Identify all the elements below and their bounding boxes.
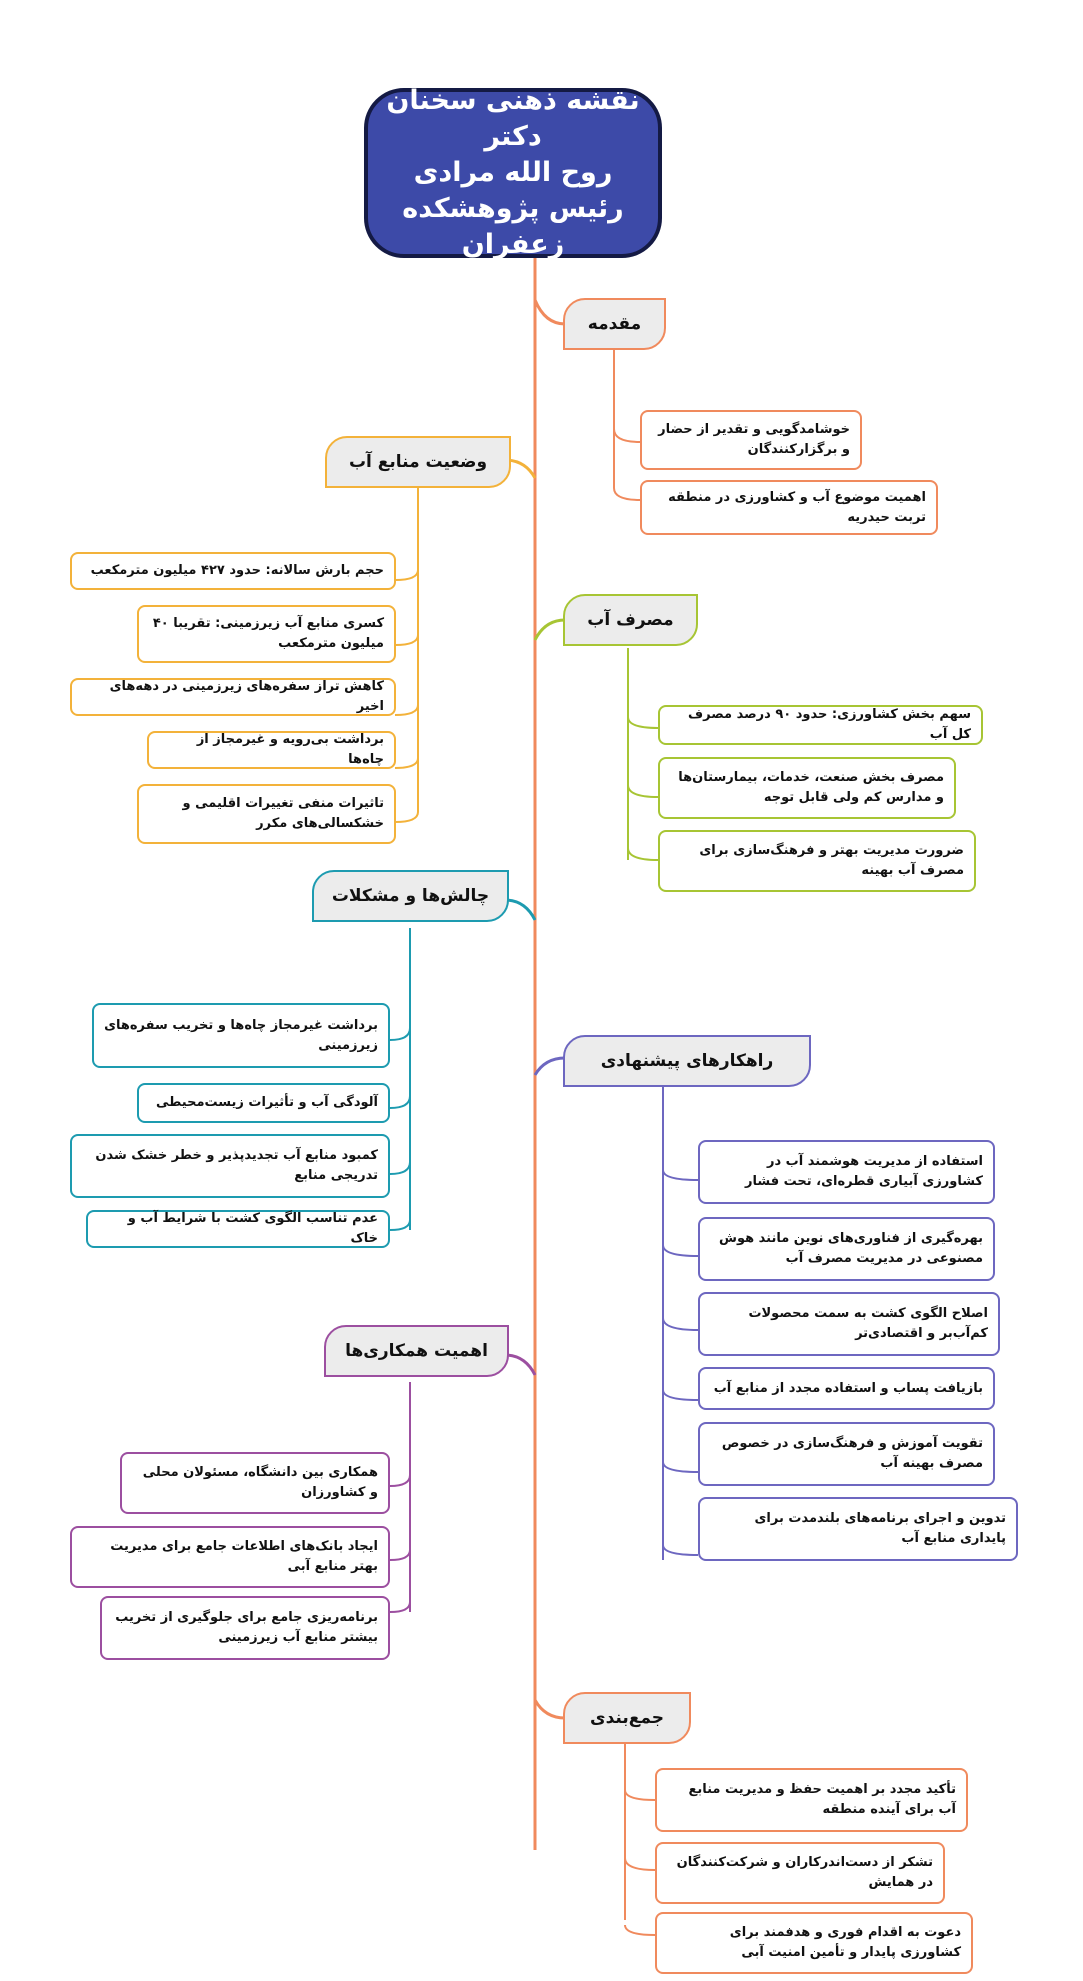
water-status-item: کسری منابع آب زیرزمینی: تقریبا ۴۰ میلیون مترمکعب <box>137 605 396 663</box>
connector-cooperation <box>505 1355 535 1375</box>
connector-cooperation-items <box>390 1382 410 1612</box>
connector-intro-items <box>614 349 640 500</box>
connector-challenges-items <box>390 928 410 1230</box>
challenges-item: کمبود منابع آب تجدیدپذیر و خطر خشک شدن تدریجی منابع <box>70 1134 390 1198</box>
root-title-line-3: رئیس پژوهشکده زعفران <box>402 193 624 260</box>
conclusion-item: تشکر از دست‌اندرکاران و شرکت‌کنندگان در همایش <box>655 1842 945 1904</box>
connector-challenges <box>505 900 535 920</box>
challenges-item: عدم تناسب الگوی کشت با شرایط آب و خاک <box>86 1210 390 1248</box>
cooperation-item: ایجاد بانک‌های اطلاعات جامع برای مدیریت بهتر منابع آبی <box>70 1526 390 1588</box>
topic-solutions: راهکارهای پیشنهادی <box>563 1035 811 1087</box>
solutions-item: استفاده از مدیریت هوشمند آب در کشاورزی آبیاری قطره‌ای، تحت فشار <box>698 1140 995 1204</box>
solutions-item: تدوین و اجرای برنامه‌های بلندمدت برای پایداری منابع آب <box>698 1497 1018 1561</box>
conclusion-item: تأکید مجدد بر اهمیت حفظ و مدیریت منابع آب برای آینده منطقه <box>655 1768 968 1832</box>
intro-item: خوشامدگویی و تقدیر از حضار و برگزارکنندگان <box>640 410 862 470</box>
cooperation-item: همکاری بین دانشگاه، مسئولان محلی و کشاورزان <box>120 1452 390 1514</box>
water-status-item: برداشت بی‌رویه و غیرمجاز از چاه‌ها <box>147 731 396 769</box>
topic-challenges: چالش‌ها و مشکلات <box>312 870 509 922</box>
water-status-item: تاثیرات منفی تغییرات اقلیمی و خشکسالی‌های مکرر <box>137 784 396 844</box>
root-title-line-1: نقشه ذهنی سخنان دکتر <box>386 85 640 152</box>
water-status-item: کاهش تراز سفره‌های زیرزمینی در دهه‌های اخیر <box>70 678 396 716</box>
consumption-item: ضرورت مدیریت بهتر و فرهنگ‌سازی برای مصرف آب بهینه <box>658 830 976 892</box>
intro-item: اهمیت موضوع آب و کشاورزی در منطقه تربت حیدریه <box>640 480 938 535</box>
conclusion-item: دعوت به اقدام فوری و هدفمند برای کشاورزی پایدار و تأمین امنیت آبی <box>655 1912 973 1974</box>
topic-water-status: وضعیت منابع آب <box>325 436 511 488</box>
topic-intro: مقدمه <box>563 298 666 350</box>
connector-consumption <box>535 620 565 640</box>
topic-consumption: مصرف آب <box>563 594 698 646</box>
cooperation-item: برنامه‌ریزی جامع برای جلوگیری از تخریب بیشتر منابع آب زیرزمینی <box>100 1596 390 1660</box>
consumption-item: سهم بخش کشاورزی: حدود ۹۰ درصد مصرف کل آب <box>658 705 983 745</box>
connector-water-items <box>395 488 418 822</box>
connector-intro <box>535 300 565 324</box>
connector-conclusion-items <box>625 1744 655 1935</box>
root-node <box>364 85 662 260</box>
consumption-item: مصرف بخش صنعت، خدمات، بیمارستان‌ها و مدارس کم ولی قابل توجه <box>658 757 956 819</box>
connector-solutions <box>535 1058 565 1075</box>
solutions-item: بازیافت پساب و استفاده مجدد از منابع آب <box>698 1367 995 1410</box>
solutions-item: اصلاح الگوی کشت به سمت محصولات کم‌آب‌بر و اقتصادی‌تر <box>698 1292 1000 1356</box>
connector-solutions-items <box>663 1086 698 1560</box>
challenges-item: آلودگی آب و تأثیرات زیست‌محیطی <box>137 1083 390 1123</box>
topic-conclusion: جمع‌بندی <box>563 1692 691 1744</box>
root-title-line-2: روح الله مرادی <box>413 157 613 188</box>
water-status-item: حجم بارش سالانه: حدود ۴۲۷ میلیون مترمکعب <box>70 552 396 590</box>
topic-cooperation: اهمیت همکاری‌ها <box>324 1325 509 1377</box>
solutions-item: تقویت آموزش و فرهنگ‌سازی در خصوص مصرف بهینه آب <box>698 1422 995 1486</box>
connector-conclusion <box>535 1700 565 1718</box>
connector-consumption-items <box>628 648 658 860</box>
solutions-item: بهره‌گیری از فناوری‌های نوین مانند هوش مصنوعی در مدیریت مصرف آب <box>698 1217 995 1281</box>
challenges-item: برداشت غیرمجاز چاه‌ها و تخریب سفره‌های زیرزمینی <box>92 1003 390 1068</box>
